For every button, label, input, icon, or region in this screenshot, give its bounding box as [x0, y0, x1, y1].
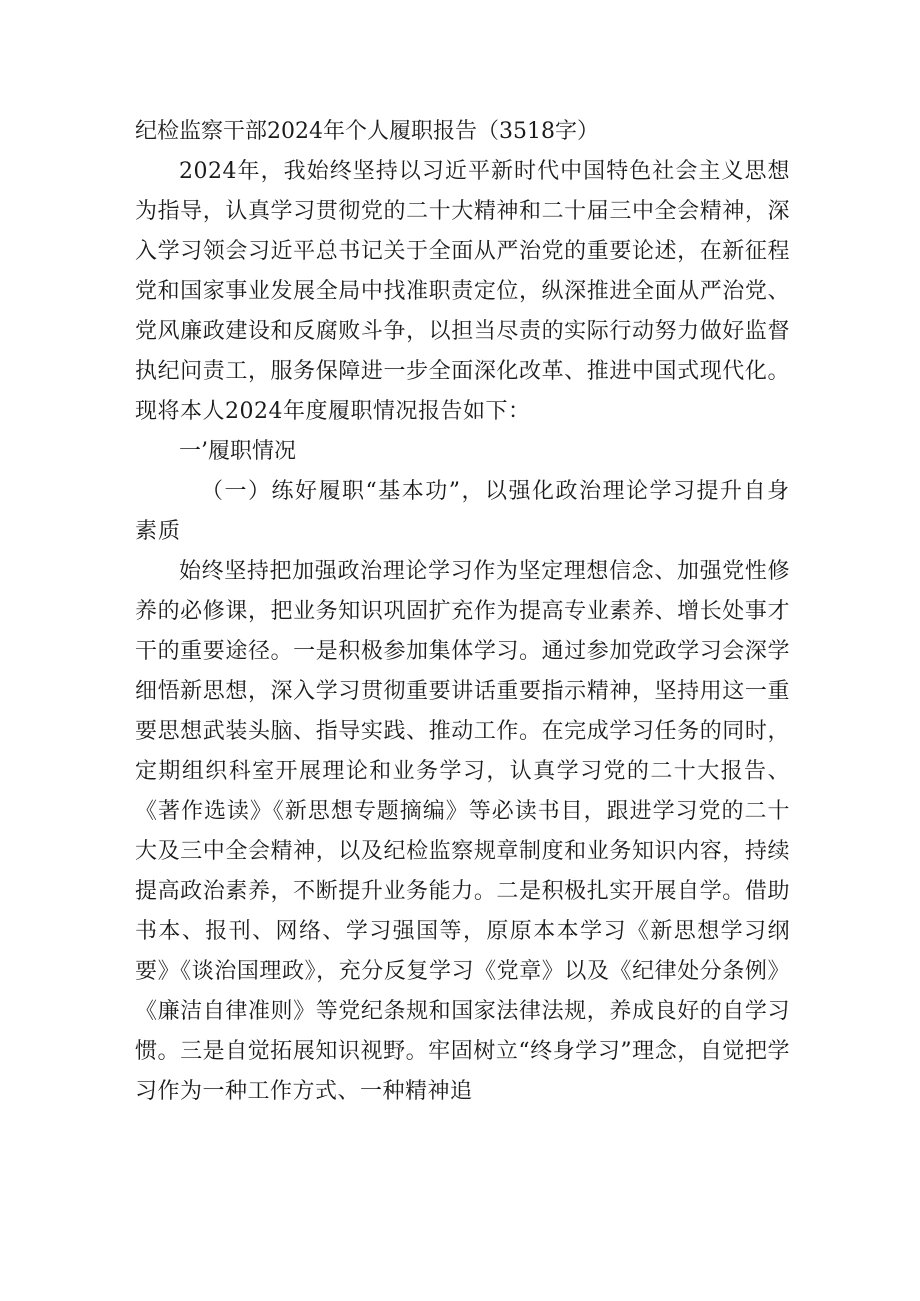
document-body	[135, 112, 790, 1112]
section-heading-performance: 一’履职情况	[179, 439, 296, 464]
body-paragraph-study: 始终坚持把加强政治理论学习作为坚定理想信念、加强党性修养的必修课，把业务知识巩固扩充作为提高专业素养、增长处事才干的重要途径。一是积极参加集体学习。通过参加党政学习会深学细悟新思想，深入学习贯彻重要讲话重要指示精神，坚持用这一重要思想武装头脑、指导实践、推动工作。在完成学习任务的同时，定期组织科室开展理论和业务学习，认真学习党的二十大报告、《著作选读》《新思想专题摘编》等必读书目，跟进学习党的二十大及三中全会精神，以及纪检监察规章制度和业务知识内容，持续提高政治素养，不断提升业务能力。二是积极扎实开展自学。借助书本、报刊、网络、学习强国等，原原本本学习《新思想学习纲要》《谈治国理政》，充分反复学习《党章》以及《纪律处分条例》《廉洁自律准则》等党纪条规和国家法律法规，养成良好的自学习惯。三是自觉拓展知识视野。牢固树立“终身学习”理念，自觉把学习作为一种工作方式、一种精神追	[135, 559, 790, 1104]
intro-paragraph: 2024年，我始终坚持以习近平新时代中国特色社会主义思想为指导，认真学习贯彻党的二十大精神和二十届三中全会精神，深入学习领会习近平总书记关于全面从严治党的重要论述，在新征程党和国家事业发展全局中找准职责定位，纵深推进全面从严治党、党风廉政建设和反腐败斗争，以担当尽责的实际行动努力做好监督执纪问责工，服务保障进一步全面深化改革、推进中国式现代化。现将本人2024年度履职情况报告如下：	[135, 159, 790, 424]
subsection-heading-basic-skills: （一）练好履职“基本功”，以强化政治理论学习提升自身素质	[135, 479, 790, 544]
document-title: 纪检监察干部2024年个人履职报告（3518字）	[135, 119, 599, 144]
